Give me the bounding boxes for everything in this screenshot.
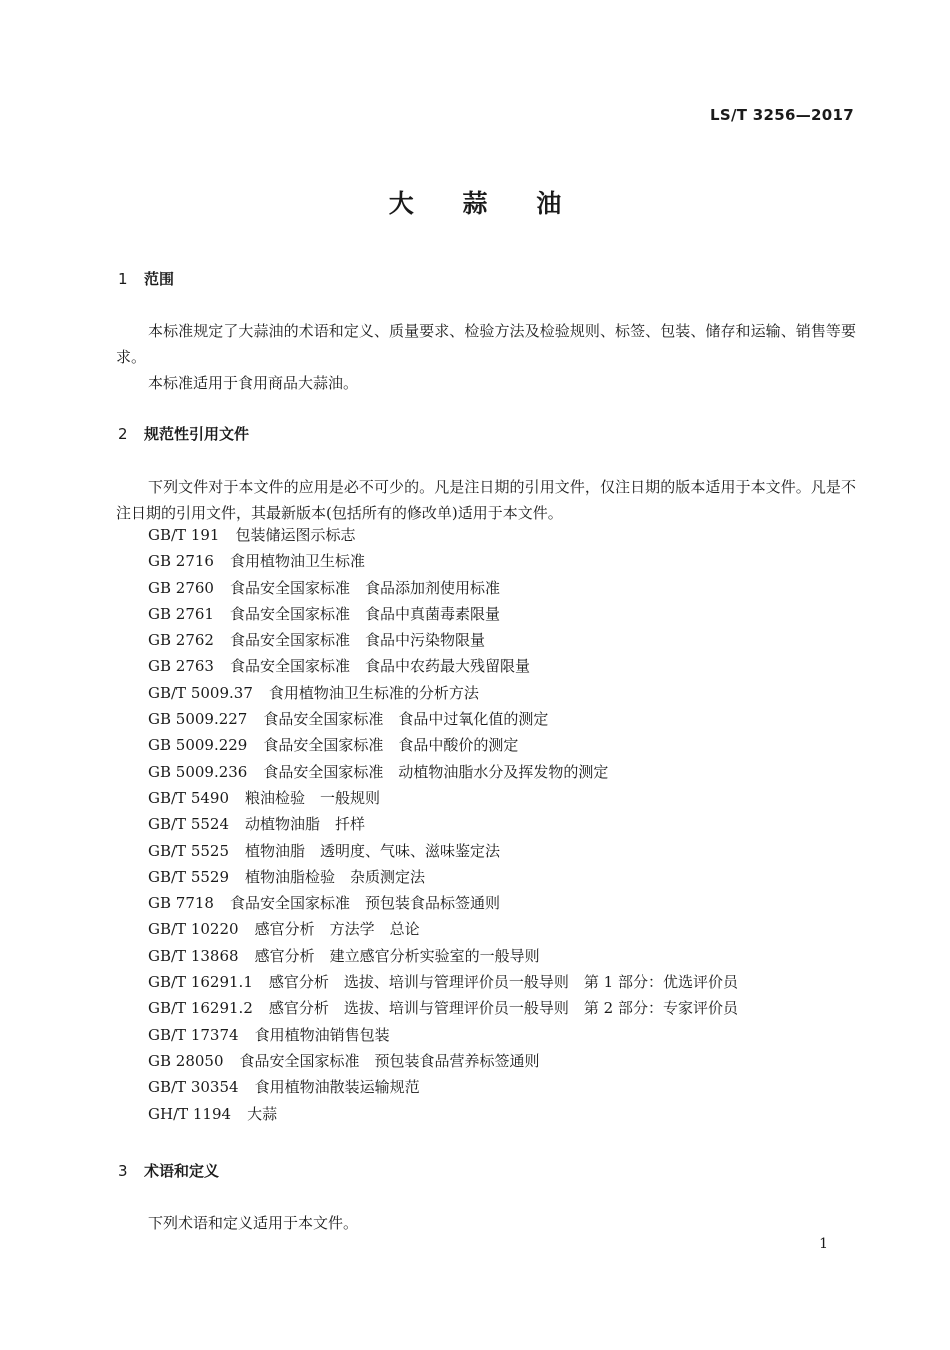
- reference-code: GB 5009.236: [148, 762, 248, 781]
- reference-title: 食品安全国家标准 食品中过氧化值的测定: [263, 710, 549, 729]
- reference-code: GB/T 10220: [148, 920, 239, 939]
- standard-code: LS/T 3256—2017: [710, 106, 854, 124]
- reference-code: GB 2716: [148, 552, 214, 571]
- section-title: 术语和定义: [144, 1162, 220, 1180]
- reference-item: [148, 653, 738, 679]
- reference-title: 食品安全国家标准 食品中酸价的测定: [263, 736, 519, 755]
- reference-item: [148, 575, 738, 601]
- reference-item: [148, 838, 738, 864]
- reference-title: 感官分析 选拔、培训与管理评价员一般导则 第 1 部分：优选评价员: [268, 973, 738, 992]
- section-3-paragraph-1: 下列术语和定义适用于本文件。: [148, 1214, 359, 1232]
- reference-item: [148, 1048, 738, 1074]
- section-number: 1: [118, 270, 128, 288]
- reference-item: [148, 1101, 738, 1127]
- reference-title: 食品安全国家标准 食品中农药最大残留限量: [229, 657, 530, 676]
- reference-item: [148, 627, 738, 653]
- reference-item: [148, 995, 738, 1021]
- reference-item: [148, 548, 738, 574]
- reference-title: 食品安全国家标准 预包装食品标签通则: [229, 894, 500, 913]
- reference-item: [148, 601, 738, 627]
- section-title: 范围: [144, 270, 175, 288]
- reference-title: 感官分析 建立感官分析实验室的一般导则: [254, 946, 540, 965]
- section-number: 3: [118, 1162, 128, 1180]
- reference-item: [148, 943, 738, 969]
- reference-title: 感官分析 选拔、培训与管理评价员一般导则 第 2 部分：专家评价员: [268, 999, 738, 1018]
- section-1-paragraph-1: 本标准规定了大蒜油的术语和定义、质量要求、检验方法及检验规则、标签、包装、储存和运输、销售等要求。: [116, 322, 856, 366]
- section-1-paragraph-2: 本标准适用于食用商品大蒜油。: [148, 374, 359, 392]
- reference-title: 感官分析 方法学 总论: [254, 920, 420, 939]
- reference-code: GB/T 5524: [148, 815, 230, 834]
- reference-title: 食品安全国家标准 食品中真菌毒素限量: [229, 604, 500, 623]
- page-number: 1: [819, 1236, 828, 1252]
- reference-title: 包装储运图示标志: [235, 526, 356, 544]
- reference-title: 大蒜: [247, 1104, 278, 1123]
- reference-code: GB/T 16291.1: [148, 973, 253, 992]
- reference-item: [148, 759, 738, 785]
- reference-item: [148, 916, 738, 942]
- reference-code: GB 2762: [148, 631, 214, 650]
- reference-title: 食品安全国家标准 预包装食品营养标签通则: [239, 1051, 540, 1070]
- reference-code: GB/T 13868: [148, 946, 239, 965]
- section-3-heading: [118, 1160, 219, 1181]
- section-title: 规范性引用文件: [144, 425, 250, 443]
- reference-code: GB 28050: [148, 1051, 224, 1070]
- reference-code: GB 5009.229: [148, 736, 248, 755]
- reference-code: GB 2763: [148, 657, 214, 676]
- reference-title: 食用植物油卫生标准的分析方法: [268, 683, 479, 702]
- reference-code: GB/T 5529: [148, 867, 230, 886]
- reference-code: GB/T 5525: [148, 841, 230, 860]
- reference-code: GB/T 5490: [148, 788, 230, 807]
- reference-item: [148, 1074, 738, 1100]
- reference-title: 食品安全国家标准 食品中污染物限量: [229, 631, 485, 650]
- reference-title: 食品安全国家标准 动植物油脂水分及挥发物的测定: [263, 762, 609, 781]
- reference-code: GB 2761: [148, 604, 214, 623]
- reference-item: [148, 680, 738, 706]
- reference-item: [148, 811, 738, 837]
- reference-item: [148, 890, 738, 916]
- reference-item: [148, 706, 738, 732]
- section-1-heading: [118, 268, 174, 289]
- reference-code: GB/T 30354: [148, 1078, 239, 1097]
- reference-title: 食用植物油散装运输规范: [254, 1078, 420, 1097]
- reference-code: GB 5009.227: [148, 710, 248, 729]
- reference-code: GH/T 1194: [148, 1104, 232, 1123]
- reference-title: 动植物油脂 扦样: [245, 815, 366, 834]
- section-2-heading: [118, 423, 249, 444]
- reference-title: 植物油脂检验 杂质测定法: [245, 867, 426, 886]
- reference-title: 食用植物油销售包装: [254, 1025, 390, 1044]
- reference-code: GB/T 191: [148, 526, 220, 544]
- reference-title: 食品安全国家标准 食品添加剂使用标准: [229, 578, 500, 597]
- reference-code: GB/T 5009.37: [148, 683, 253, 702]
- reference-title: 食用植物油卫生标准: [229, 552, 365, 571]
- reference-item: [148, 522, 738, 548]
- normative-references-list: [148, 522, 738, 1127]
- reference-item: [148, 785, 738, 811]
- reference-code: GB 7718: [148, 894, 214, 913]
- reference-title: 粮油检验 一般规则: [245, 788, 381, 807]
- section-2-paragraph-1: 下列文件对于本文件的应用是必不可少的。凡是注日期的引用文件，仅注日期的版本适用于本文件。凡是不注日期的引用文件，其最新版本(包括所有的修改单)适用于本文件。: [116, 478, 856, 522]
- reference-item: [148, 864, 738, 890]
- reference-code: GB/T 16291.2: [148, 999, 253, 1018]
- reference-code: GB 2760: [148, 578, 214, 597]
- reference-item: [148, 1022, 738, 1048]
- reference-code: GB/T 17374: [148, 1025, 239, 1044]
- reference-item: [148, 969, 738, 995]
- document-title: 大 蒜 油: [388, 189, 582, 218]
- reference-item: [148, 732, 738, 758]
- section-number: 2: [118, 425, 128, 443]
- reference-title: 植物油脂 透明度、气味、滋味鉴定法: [245, 841, 501, 860]
